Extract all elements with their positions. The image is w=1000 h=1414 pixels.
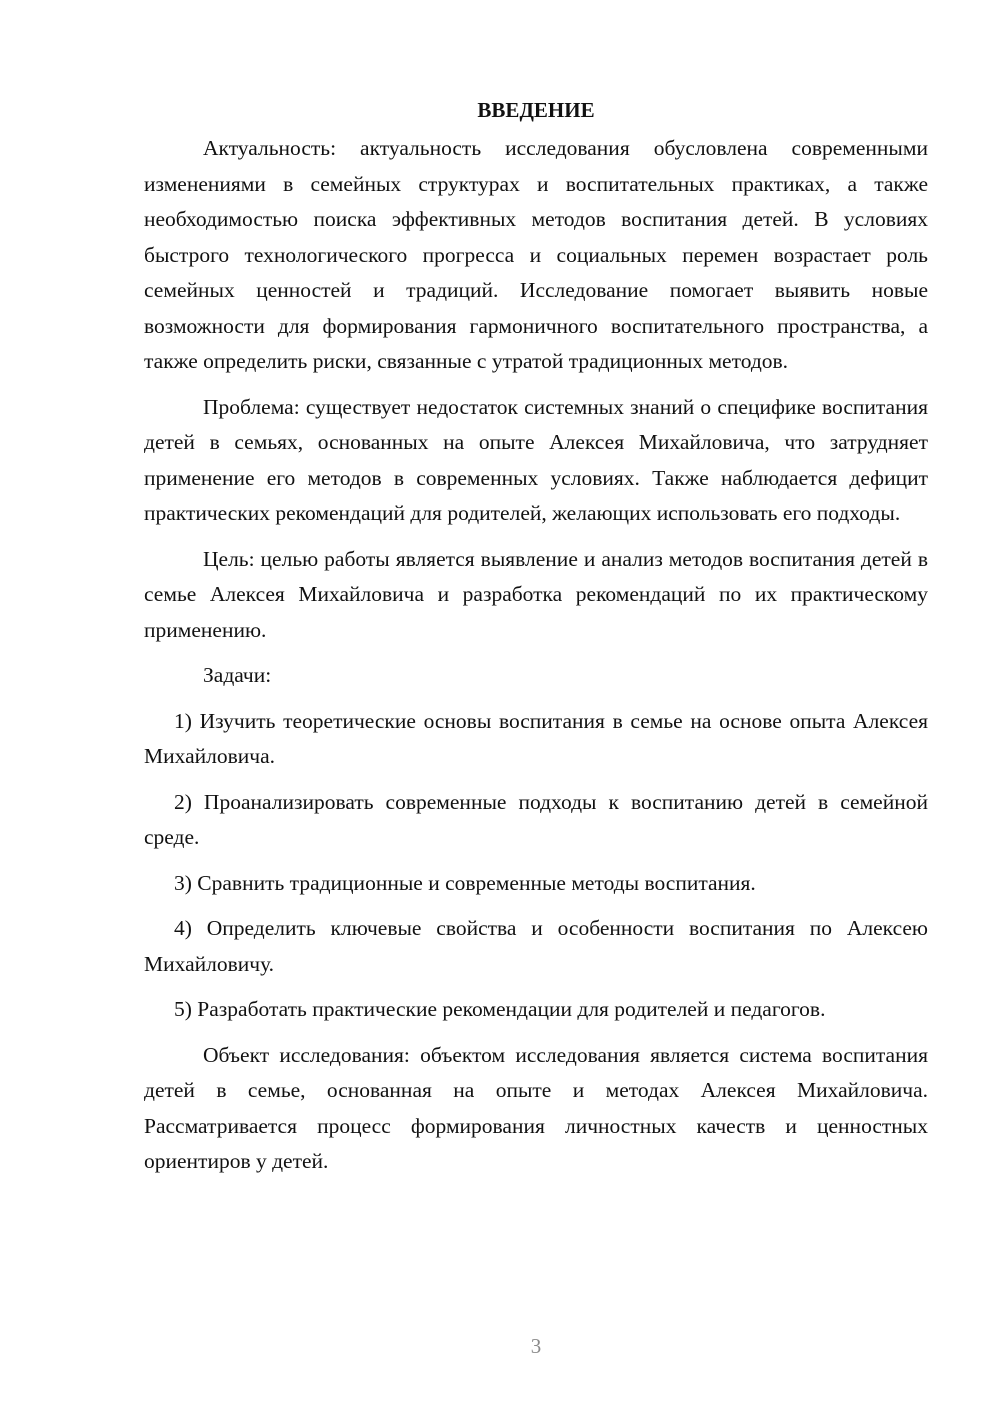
paragraph-goal: Цель: целью работы является выявление и анализ методов воспитания детей в семье Алексея Михайловича и разработка рекомендаций по их практическому применению. <box>144 546 928 642</box>
page-title: ВВЕДЕНИЕ <box>477 98 595 122</box>
task-item-3: 3) Сравнить традиционные и современные методы воспитания. <box>174 870 756 895</box>
task-item-5: 5) Разработать практические рекомендации для родителей и педагогов. <box>174 997 826 1021</box>
task-item-1: 1) Изучить теоретические основы воспитания в семье на основе опыта Алексея Михайловича. <box>144 708 928 768</box>
task-item-2: 2) Проанализировать современные подходы к воспитанию детей в семейной среде. <box>144 789 928 849</box>
paragraph-object: Объект исследования: объектом исследования является система воспитания детей в семье, основанная на опыте и методах Алексея Михайловича. Рассматривается процесс формирования личностных качеств и ценностных ориентиров у детей. <box>144 1042 928 1173</box>
tasks-list <box>144 704 928 1028</box>
document-page <box>144 92 928 1190</box>
tasks-heading: Задачи: <box>203 663 272 687</box>
page-number: 3 <box>530 1334 542 1358</box>
task-item-4: 4) Определить ключевые свойства и особенности воспитания по Алексею Михайловичу. <box>144 916 928 976</box>
paragraph-relevance: Актуальность: актуальность исследования обусловлена современными изменениями в семейных структурах и воспитательных практиках, а также необходимостью поиска эффективных методов воспитания детей. В условиях быстрого технологического прогресса и социальных перемен возрастает роль семейных ценностей и традиций. Исследование помогает выявить новые возможности для формирования гармоничного воспитательного пространства, а также определить риски, связанные с утратой традиционных методов. <box>144 136 928 373</box>
paragraph-problem: Проблема: существует недостаток системных знаний о специфике воспитания детей в семьях, основанных на опыте Алексея Михайловича, что затрудняет применение его методов в современных условиях. Также наблюдается дефицит практических рекомендаций для родителей, желающих использовать его подходы. <box>144 394 928 525</box>
